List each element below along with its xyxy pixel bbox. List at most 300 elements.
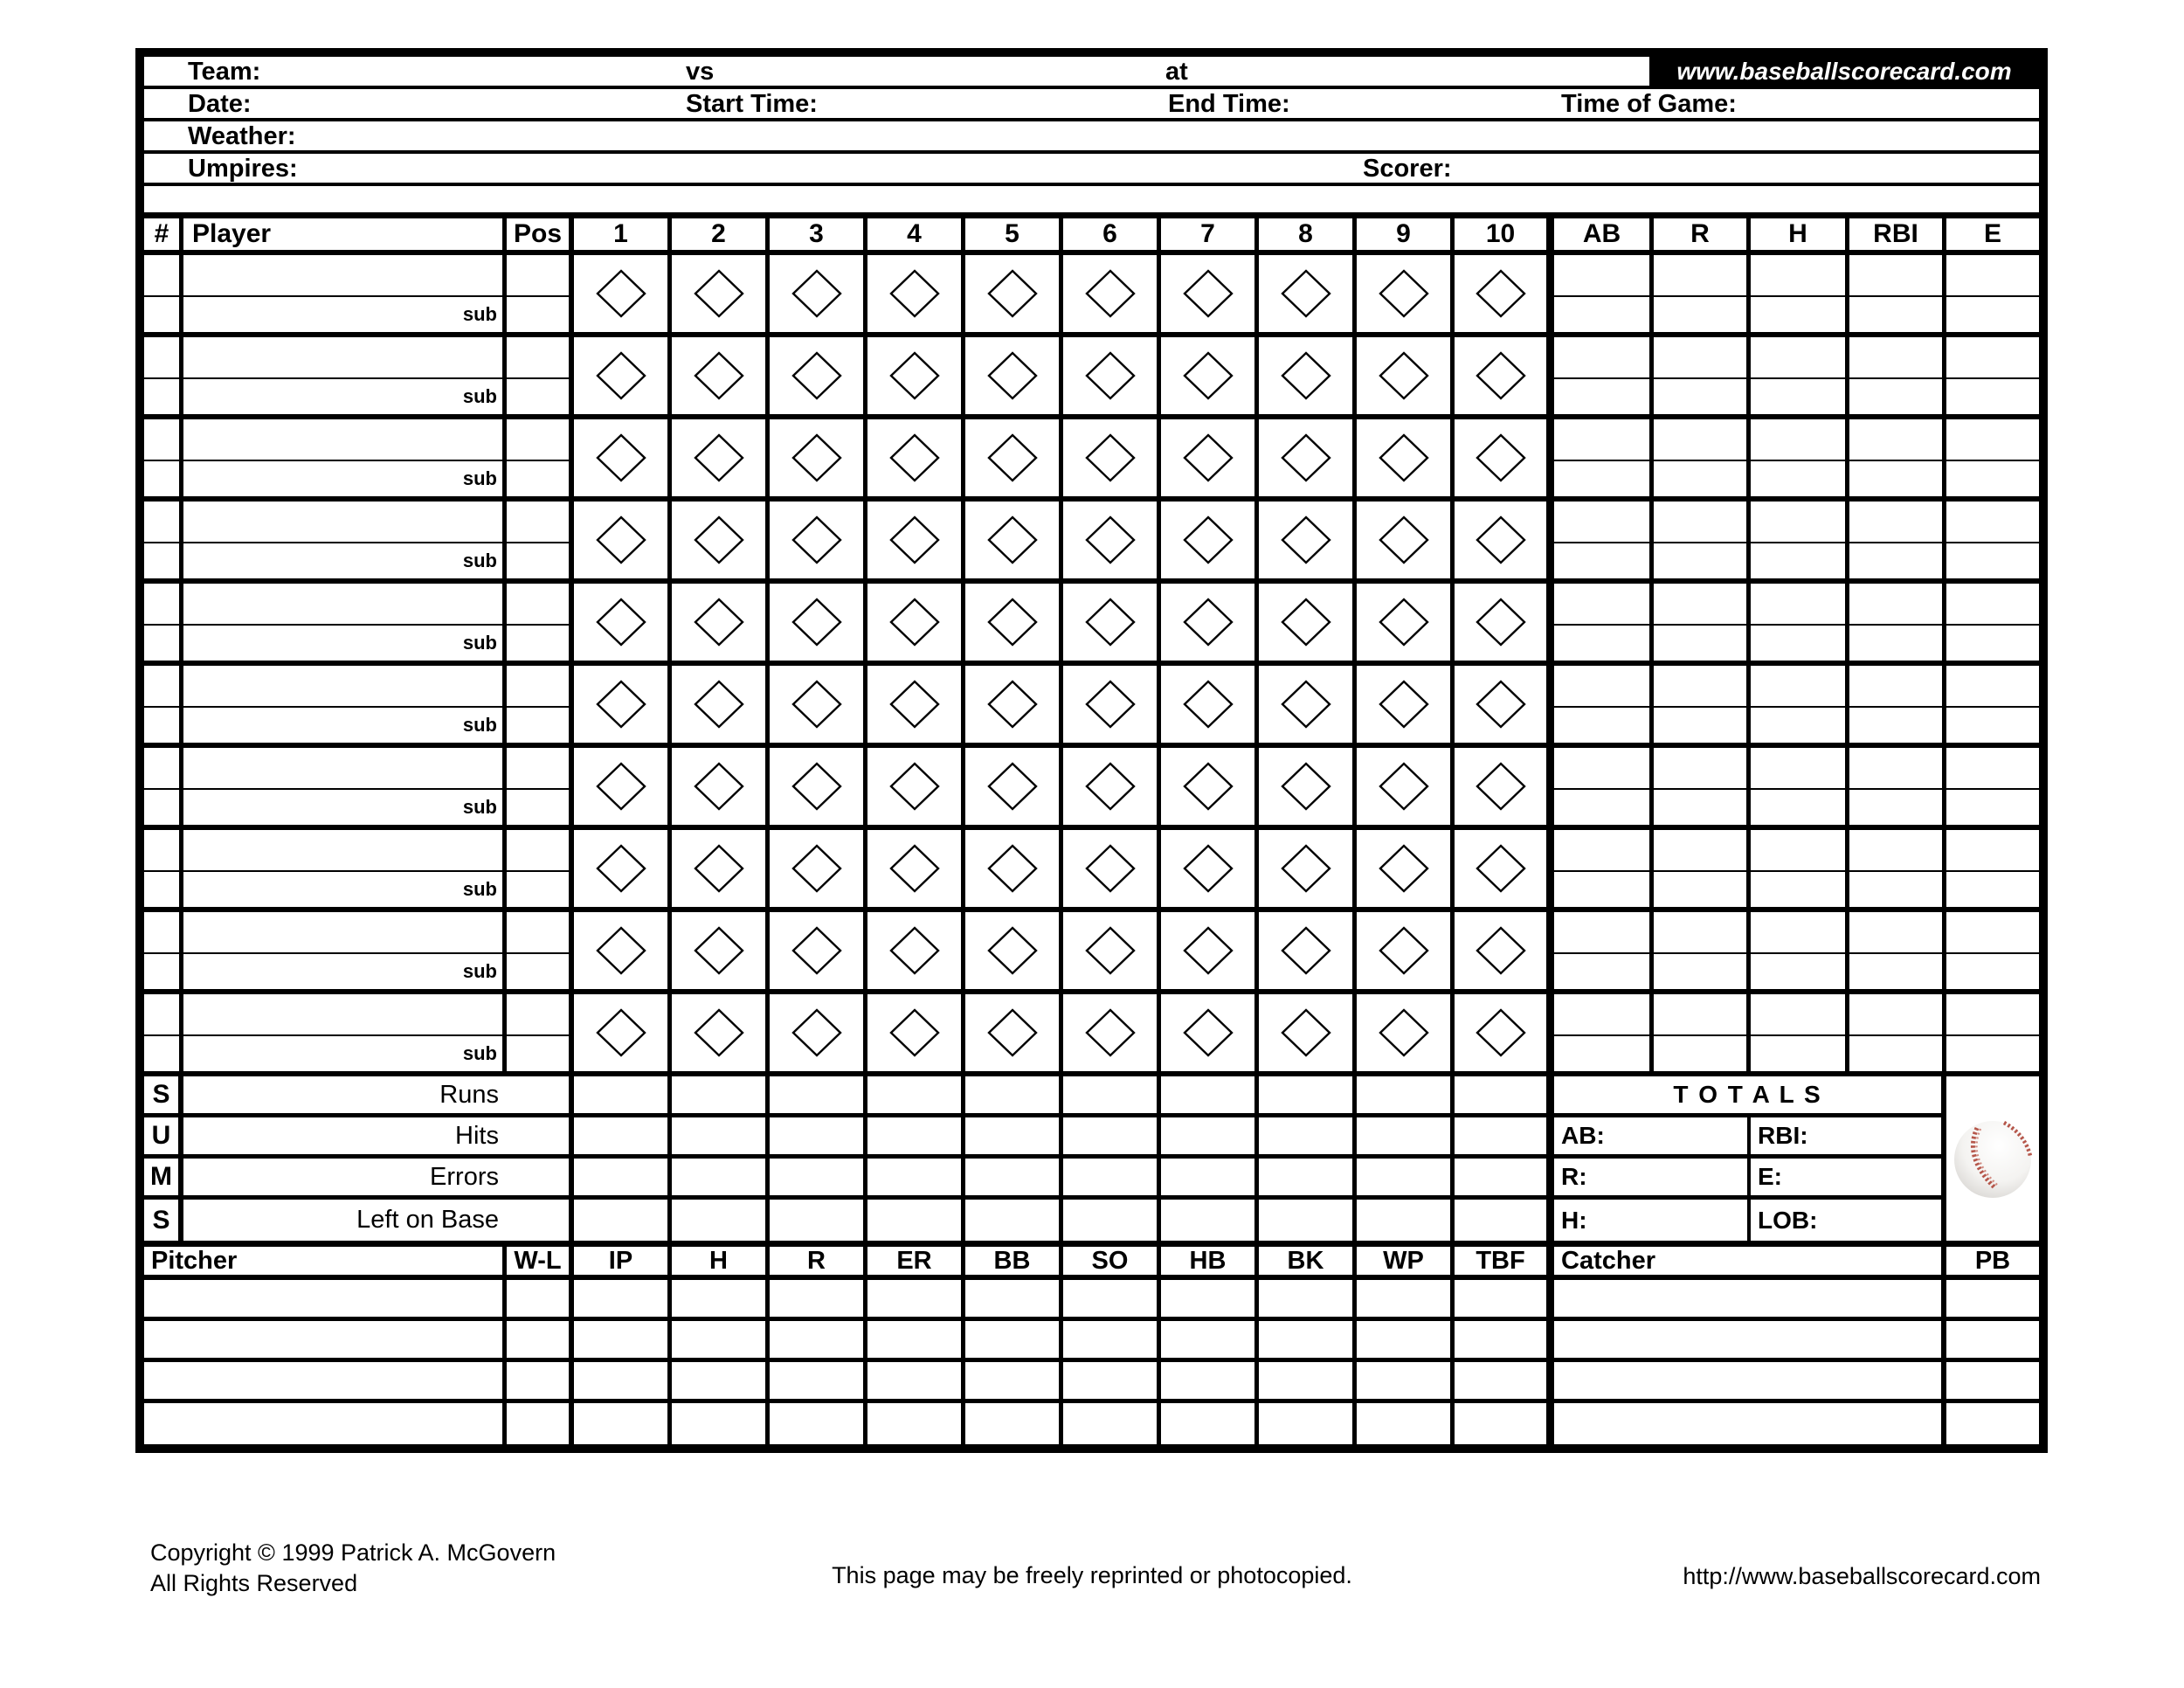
inning-cell[interactable]: [965, 830, 1063, 907]
sub-name-field[interactable]: [183, 461, 502, 496]
rbi-field[interactable]: [1849, 419, 1942, 461]
inning-cell[interactable]: [1259, 584, 1357, 661]
r-field[interactable]: [1654, 830, 1746, 872]
pitch-stat-cell[interactable]: [867, 1280, 965, 1317]
inning-cell[interactable]: [867, 419, 965, 496]
sums-value-cell[interactable]: [1063, 1117, 1161, 1159]
inning-cell[interactable]: [965, 502, 1063, 578]
inning-cell[interactable]: [1063, 337, 1161, 414]
sub-number-field[interactable]: [144, 708, 179, 743]
inning-cell[interactable]: [1259, 666, 1357, 743]
pitcher-name-field[interactable]: [144, 1403, 507, 1444]
inning-cell[interactable]: [770, 337, 867, 414]
e-sub-field[interactable]: [1946, 872, 2039, 907]
pitch-stat-cell[interactable]: [1063, 1362, 1161, 1399]
position-field[interactable]: [507, 502, 569, 543]
rbi-field[interactable]: [1849, 830, 1942, 872]
r-field[interactable]: [1654, 994, 1746, 1036]
sums-value-cell[interactable]: [1455, 1117, 1554, 1159]
number-field[interactable]: [144, 502, 179, 543]
pitch-stat-cell[interactable]: [770, 1362, 867, 1399]
pitch-stat-cell[interactable]: [965, 1321, 1063, 1358]
h-field[interactable]: [1751, 337, 1845, 379]
sums-value-cell[interactable]: [965, 1200, 1063, 1241]
e-sub-field[interactable]: [1946, 543, 2039, 578]
inning-cell[interactable]: [965, 337, 1063, 414]
position-field[interactable]: [507, 584, 569, 626]
inning-cell[interactable]: [965, 419, 1063, 496]
inning-cell[interactable]: [1063, 502, 1161, 578]
inning-cell[interactable]: [1161, 748, 1259, 825]
inning-cell[interactable]: [1063, 994, 1161, 1071]
sub-name-field[interactable]: [183, 954, 502, 989]
pitch-stat-cell[interactable]: [965, 1280, 1063, 1317]
sums-value-cell[interactable]: [1161, 1076, 1259, 1117]
ab-field[interactable]: [1554, 255, 1649, 297]
e-sub-field[interactable]: [1946, 790, 2039, 825]
pitch-stat-cell[interactable]: [574, 1362, 672, 1399]
h-sub-field[interactable]: [1751, 379, 1845, 414]
e-field[interactable]: [1946, 255, 2039, 297]
sums-value-cell[interactable]: [1455, 1200, 1554, 1241]
inning-cell[interactable]: [574, 748, 672, 825]
rbi-field[interactable]: [1849, 502, 1942, 543]
sums-value-cell[interactable]: [965, 1159, 1063, 1200]
rbi-sub-field[interactable]: [1849, 297, 1942, 332]
position-field[interactable]: [507, 419, 569, 461]
pitch-stat-cell[interactable]: [1259, 1362, 1357, 1399]
inning-cell[interactable]: [1161, 502, 1259, 578]
r-sub-field[interactable]: [1654, 379, 1746, 414]
number-field[interactable]: [144, 255, 179, 297]
inning-cell[interactable]: [1161, 994, 1259, 1071]
pitch-stat-cell[interactable]: [1357, 1403, 1455, 1444]
inning-cell[interactable]: [867, 584, 965, 661]
inning-cell[interactable]: [770, 502, 867, 578]
sums-value-cell[interactable]: [574, 1076, 672, 1117]
inning-cell[interactable]: [1455, 419, 1554, 496]
r-sub-field[interactable]: [1654, 543, 1746, 578]
inning-cell[interactable]: [1455, 994, 1554, 1071]
number-field[interactable]: [144, 748, 179, 790]
h-sub-field[interactable]: [1751, 790, 1845, 825]
sub-number-field[interactable]: [144, 297, 179, 332]
catcher-name-field[interactable]: [1554, 1403, 1946, 1444]
ab-sub-field[interactable]: [1554, 954, 1649, 989]
sub-position-field[interactable]: [507, 379, 569, 414]
inning-cell[interactable]: [770, 912, 867, 989]
sums-value-cell[interactable]: [867, 1117, 965, 1159]
sums-value-cell[interactable]: [1357, 1117, 1455, 1159]
position-field[interactable]: [507, 255, 569, 297]
inning-cell[interactable]: [672, 255, 770, 332]
h-field[interactable]: [1751, 748, 1845, 790]
inning-cell[interactable]: [1063, 912, 1161, 989]
rbi-field[interactable]: [1849, 748, 1942, 790]
inning-cell[interactable]: [672, 584, 770, 661]
sums-value-cell[interactable]: [867, 1076, 965, 1117]
pitch-stat-cell[interactable]: [770, 1321, 867, 1358]
sums-value-cell[interactable]: [574, 1159, 672, 1200]
totals-r-field[interactable]: R:: [1554, 1159, 1751, 1195]
wl-field[interactable]: [507, 1280, 574, 1317]
pitch-stat-cell[interactable]: [1455, 1321, 1554, 1358]
ab-sub-field[interactable]: [1554, 708, 1649, 743]
pitch-stat-cell[interactable]: [672, 1362, 770, 1399]
sub-name-field[interactable]: [183, 708, 502, 743]
inning-cell[interactable]: [1259, 255, 1357, 332]
sub-number-field[interactable]: [144, 1036, 179, 1071]
player-name-field[interactable]: [183, 419, 502, 461]
position-field[interactable]: [507, 337, 569, 379]
inning-cell[interactable]: [574, 502, 672, 578]
pitch-stat-cell[interactable]: [867, 1362, 965, 1399]
pitcher-name-field[interactable]: [144, 1321, 507, 1358]
inning-cell[interactable]: [1161, 666, 1259, 743]
r-field[interactable]: [1654, 502, 1746, 543]
inning-cell[interactable]: [672, 912, 770, 989]
pitch-stat-cell[interactable]: [1063, 1280, 1161, 1317]
ab-field[interactable]: [1554, 830, 1649, 872]
inning-cell[interactable]: [1161, 830, 1259, 907]
inning-cell[interactable]: [672, 337, 770, 414]
ab-field[interactable]: [1554, 912, 1649, 954]
inning-cell[interactable]: [770, 584, 867, 661]
inning-cell[interactable]: [1063, 830, 1161, 907]
pitch-stat-cell[interactable]: [1259, 1280, 1357, 1317]
inning-cell[interactable]: [1259, 912, 1357, 989]
pitch-stat-cell[interactable]: [1357, 1280, 1455, 1317]
inning-cell[interactable]: [770, 830, 867, 907]
number-field[interactable]: [144, 666, 179, 708]
player-name-field[interactable]: [183, 994, 502, 1036]
h-sub-field[interactable]: [1751, 297, 1845, 332]
h-field[interactable]: [1751, 419, 1845, 461]
inning-cell[interactable]: [672, 830, 770, 907]
weather-info-row[interactable]: [144, 121, 2039, 154]
inning-cell[interactable]: [965, 748, 1063, 825]
inning-cell[interactable]: [1357, 912, 1455, 989]
inning-cell[interactable]: [965, 912, 1063, 989]
position-field[interactable]: [507, 666, 569, 708]
ab-sub-field[interactable]: [1554, 543, 1649, 578]
totals-ab-field[interactable]: AB:: [1554, 1117, 1751, 1154]
pitcher-name-field[interactable]: [144, 1362, 507, 1399]
sums-value-cell[interactable]: [1063, 1200, 1161, 1241]
sub-name-field[interactable]: [183, 1036, 502, 1071]
e-sub-field[interactable]: [1946, 708, 2039, 743]
pitch-stat-cell[interactable]: [1063, 1403, 1161, 1444]
sums-value-cell[interactable]: [770, 1117, 867, 1159]
inning-cell[interactable]: [867, 912, 965, 989]
r-field[interactable]: [1654, 666, 1746, 708]
inning-cell[interactable]: [1259, 502, 1357, 578]
e-sub-field[interactable]: [1946, 1036, 2039, 1071]
sub-number-field[interactable]: [144, 626, 179, 661]
inning-cell[interactable]: [1063, 748, 1161, 825]
pitch-stat-cell[interactable]: [672, 1280, 770, 1317]
sub-name-field[interactable]: [183, 543, 502, 578]
inning-cell[interactable]: [1259, 830, 1357, 907]
pitch-stat-cell[interactable]: [672, 1403, 770, 1444]
pitch-stat-cell[interactable]: [1455, 1362, 1554, 1399]
r-field[interactable]: [1654, 584, 1746, 626]
h-sub-field[interactable]: [1751, 954, 1845, 989]
wl-field[interactable]: [507, 1403, 574, 1444]
sums-value-cell[interactable]: [1063, 1076, 1161, 1117]
inning-cell[interactable]: [867, 502, 965, 578]
rbi-sub-field[interactable]: [1849, 461, 1942, 496]
sub-position-field[interactable]: [507, 872, 569, 907]
sub-position-field[interactable]: [507, 461, 569, 496]
sub-number-field[interactable]: [144, 461, 179, 496]
rbi-sub-field[interactable]: [1849, 543, 1942, 578]
rbi-field[interactable]: [1849, 666, 1942, 708]
ab-sub-field[interactable]: [1554, 297, 1649, 332]
sub-number-field[interactable]: [144, 954, 179, 989]
sub-position-field[interactable]: [507, 790, 569, 825]
r-sub-field[interactable]: [1654, 790, 1746, 825]
ab-field[interactable]: [1554, 337, 1649, 379]
h-field[interactable]: [1751, 584, 1845, 626]
sub-name-field[interactable]: [183, 379, 502, 414]
h-field[interactable]: [1751, 912, 1845, 954]
player-name-field[interactable]: [183, 830, 502, 872]
r-field[interactable]: [1654, 748, 1746, 790]
sub-name-field[interactable]: [183, 297, 502, 332]
pitch-stat-cell[interactable]: [672, 1321, 770, 1358]
inning-cell[interactable]: [574, 255, 672, 332]
sums-value-cell[interactable]: [1357, 1159, 1455, 1200]
ab-sub-field[interactable]: [1554, 790, 1649, 825]
inning-cell[interactable]: [1455, 748, 1554, 825]
h-field[interactable]: [1751, 255, 1845, 297]
rbi-field[interactable]: [1849, 337, 1942, 379]
inning-cell[interactable]: [574, 994, 672, 1071]
inning-cell[interactable]: [965, 994, 1063, 1071]
inning-cell[interactable]: [1259, 337, 1357, 414]
pitch-stat-cell[interactable]: [965, 1403, 1063, 1444]
inning-cell[interactable]: [1259, 994, 1357, 1071]
r-field[interactable]: [1654, 255, 1746, 297]
position-field[interactable]: [507, 830, 569, 872]
inning-cell[interactable]: [672, 994, 770, 1071]
sums-value-cell[interactable]: [574, 1200, 672, 1241]
sums-value-cell[interactable]: [867, 1200, 965, 1241]
inning-cell[interactable]: [770, 255, 867, 332]
pitch-stat-cell[interactable]: [1455, 1280, 1554, 1317]
inning-cell[interactable]: [867, 830, 965, 907]
ab-field[interactable]: [1554, 584, 1649, 626]
sums-value-cell[interactable]: [1455, 1076, 1554, 1117]
inning-cell[interactable]: [574, 830, 672, 907]
sub-number-field[interactable]: [144, 790, 179, 825]
sums-value-cell[interactable]: [1259, 1076, 1357, 1117]
rbi-sub-field[interactable]: [1849, 379, 1942, 414]
inning-cell[interactable]: [1161, 912, 1259, 989]
player-name-field[interactable]: [183, 912, 502, 954]
totals-lob-field[interactable]: LOB:: [1758, 1206, 1818, 1234]
inning-cell[interactable]: [1455, 337, 1554, 414]
sub-position-field[interactable]: [507, 626, 569, 661]
inning-cell[interactable]: [1357, 502, 1455, 578]
player-name-field[interactable]: [183, 584, 502, 626]
e-field[interactable]: [1946, 830, 2039, 872]
rbi-sub-field[interactable]: [1849, 954, 1942, 989]
inning-cell[interactable]: [965, 666, 1063, 743]
h-sub-field[interactable]: [1751, 543, 1845, 578]
e-sub-field[interactable]: [1946, 954, 2039, 989]
number-field[interactable]: [144, 830, 179, 872]
rbi-field[interactable]: [1849, 994, 1942, 1036]
sub-number-field[interactable]: [144, 872, 179, 907]
r-sub-field[interactable]: [1654, 461, 1746, 496]
h-field[interactable]: [1751, 830, 1845, 872]
r-sub-field[interactable]: [1654, 708, 1746, 743]
inning-cell[interactable]: [1357, 994, 1455, 1071]
pitcher-name-field[interactable]: [144, 1280, 507, 1317]
h-sub-field[interactable]: [1751, 708, 1845, 743]
sums-value-cell[interactable]: [867, 1159, 965, 1200]
pitch-stat-cell[interactable]: [574, 1403, 672, 1444]
number-field[interactable]: [144, 584, 179, 626]
pitch-stat-cell[interactable]: [574, 1321, 672, 1358]
sums-value-cell[interactable]: [1357, 1200, 1455, 1241]
inning-cell[interactable]: [1357, 337, 1455, 414]
rbi-field[interactable]: [1849, 584, 1942, 626]
rbi-sub-field[interactable]: [1849, 790, 1942, 825]
inning-cell[interactable]: [1357, 255, 1455, 332]
inning-cell[interactable]: [1357, 748, 1455, 825]
r-field[interactable]: [1654, 337, 1746, 379]
e-sub-field[interactable]: [1946, 297, 2039, 332]
inning-cell[interactable]: [867, 255, 965, 332]
sums-value-cell[interactable]: [1455, 1159, 1554, 1200]
position-field[interactable]: [507, 912, 569, 954]
position-field[interactable]: [507, 748, 569, 790]
sub-name-field[interactable]: [183, 626, 502, 661]
sums-value-cell[interactable]: [1161, 1200, 1259, 1241]
inning-cell[interactable]: [770, 994, 867, 1071]
r-sub-field[interactable]: [1654, 626, 1746, 661]
inning-cell[interactable]: [1063, 666, 1161, 743]
player-name-field[interactable]: [183, 748, 502, 790]
totals-e-field[interactable]: E:: [1758, 1163, 1782, 1190]
inning-cell[interactable]: [574, 584, 672, 661]
inning-cell[interactable]: [1455, 912, 1554, 989]
pb-field[interactable]: [1946, 1280, 2039, 1317]
inning-cell[interactable]: [1455, 830, 1554, 907]
sums-value-cell[interactable]: [770, 1200, 867, 1241]
e-field[interactable]: [1946, 584, 2039, 626]
inning-cell[interactable]: [1063, 419, 1161, 496]
sums-value-cell[interactable]: [1161, 1159, 1259, 1200]
ab-sub-field[interactable]: [1554, 461, 1649, 496]
inning-cell[interactable]: [1259, 748, 1357, 825]
pitch-stat-cell[interactable]: [1063, 1321, 1161, 1358]
sub-position-field[interactable]: [507, 1036, 569, 1071]
number-field[interactable]: [144, 912, 179, 954]
team-field-area[interactable]: [144, 57, 1649, 86]
inning-cell[interactable]: [1455, 666, 1554, 743]
sums-value-cell[interactable]: [672, 1076, 770, 1117]
sums-value-cell[interactable]: [1259, 1159, 1357, 1200]
r-field[interactable]: [1654, 419, 1746, 461]
pitch-stat-cell[interactable]: [1161, 1321, 1259, 1358]
totals-h-field[interactable]: H:: [1554, 1200, 1751, 1241]
player-name-field[interactable]: [183, 337, 502, 379]
pitch-stat-cell[interactable]: [1357, 1321, 1455, 1358]
player-name-field[interactable]: [183, 666, 502, 708]
inning-cell[interactable]: [1357, 666, 1455, 743]
player-name-field[interactable]: [183, 502, 502, 543]
h-sub-field[interactable]: [1751, 872, 1845, 907]
sub-name-field[interactable]: [183, 790, 502, 825]
catcher-name-field[interactable]: [1554, 1362, 1946, 1399]
inning-cell[interactable]: [1063, 255, 1161, 332]
e-sub-field[interactable]: [1946, 379, 2039, 414]
ab-field[interactable]: [1554, 666, 1649, 708]
inning-cell[interactable]: [1161, 584, 1259, 661]
rbi-sub-field[interactable]: [1849, 872, 1942, 907]
number-field[interactable]: [144, 337, 179, 379]
h-field[interactable]: [1751, 502, 1845, 543]
pb-field[interactable]: [1946, 1321, 2039, 1358]
sub-name-field[interactable]: [183, 872, 502, 907]
inning-cell[interactable]: [1063, 584, 1161, 661]
e-field[interactable]: [1946, 994, 2039, 1036]
inning-cell[interactable]: [672, 419, 770, 496]
pitch-stat-cell[interactable]: [1161, 1403, 1259, 1444]
wl-field[interactable]: [507, 1321, 574, 1358]
inning-cell[interactable]: [1161, 419, 1259, 496]
ab-sub-field[interactable]: [1554, 1036, 1649, 1071]
sums-value-cell[interactable]: [1259, 1117, 1357, 1159]
ab-sub-field[interactable]: [1554, 626, 1649, 661]
pitch-stat-cell[interactable]: [574, 1280, 672, 1317]
sub-number-field[interactable]: [144, 543, 179, 578]
inning-cell[interactable]: [770, 748, 867, 825]
sums-value-cell[interactable]: [965, 1117, 1063, 1159]
r-sub-field[interactable]: [1654, 872, 1746, 907]
ab-field[interactable]: [1554, 419, 1649, 461]
pitch-stat-cell[interactable]: [770, 1403, 867, 1444]
inning-cell[interactable]: [1357, 419, 1455, 496]
sub-position-field[interactable]: [507, 297, 569, 332]
sums-value-cell[interactable]: [965, 1076, 1063, 1117]
player-name-field[interactable]: [183, 255, 502, 297]
pitch-stat-cell[interactable]: [1161, 1362, 1259, 1399]
ab-field[interactable]: [1554, 748, 1649, 790]
inning-cell[interactable]: [672, 502, 770, 578]
inning-cell[interactable]: [770, 666, 867, 743]
inning-cell[interactable]: [574, 666, 672, 743]
inning-cell[interactable]: [1455, 255, 1554, 332]
wl-field[interactable]: [507, 1362, 574, 1399]
sub-position-field[interactable]: [507, 543, 569, 578]
sums-value-cell[interactable]: [1259, 1200, 1357, 1241]
number-field[interactable]: [144, 994, 179, 1036]
inning-cell[interactable]: [1455, 584, 1554, 661]
e-sub-field[interactable]: [1946, 461, 2039, 496]
h-sub-field[interactable]: [1751, 461, 1845, 496]
sums-value-cell[interactable]: [770, 1076, 867, 1117]
e-sub-field[interactable]: [1946, 626, 2039, 661]
sums-value-cell[interactable]: [1357, 1076, 1455, 1117]
e-field[interactable]: [1946, 337, 2039, 379]
pitch-stat-cell[interactable]: [1161, 1280, 1259, 1317]
inning-cell[interactable]: [1357, 830, 1455, 907]
